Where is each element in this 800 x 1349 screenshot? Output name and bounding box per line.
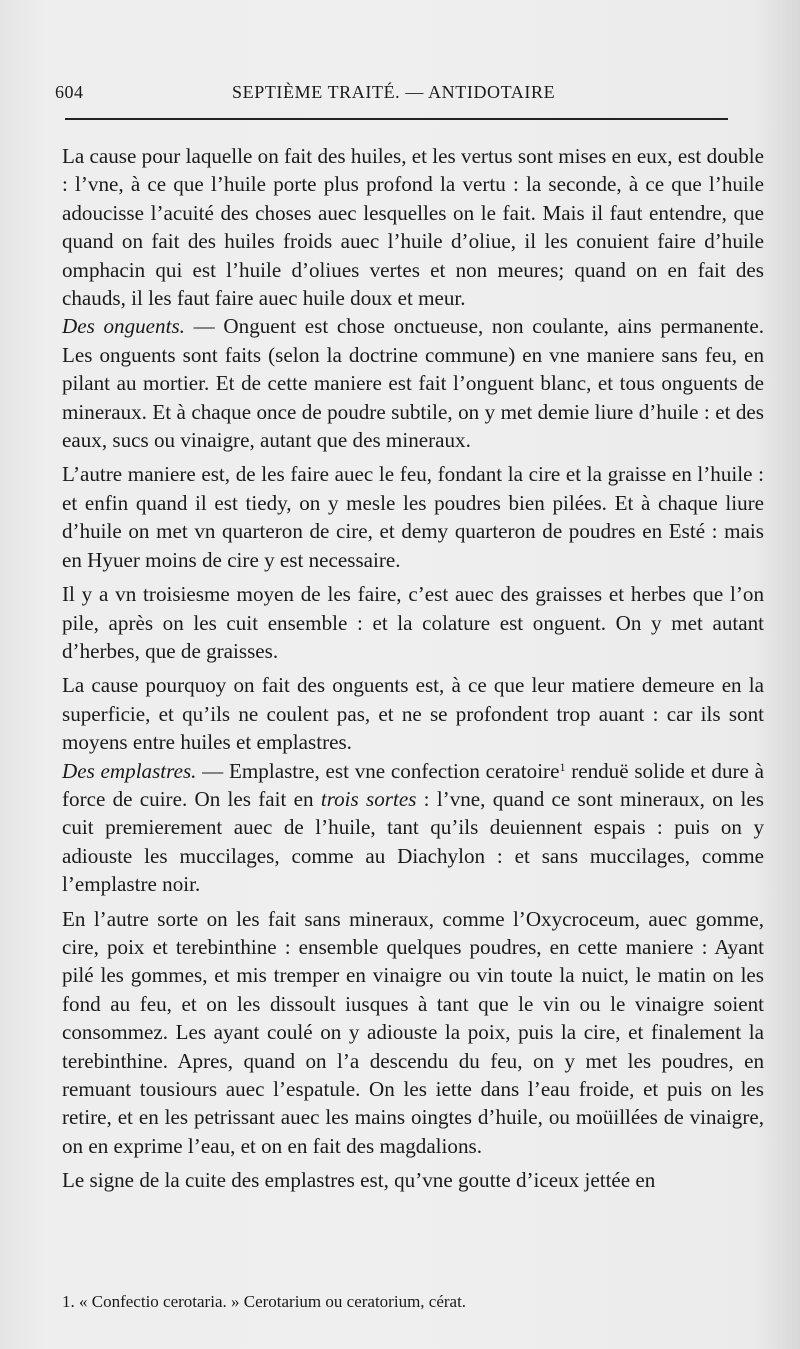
paragraph-text: La cause pourquoy on fait des onguents est, à ce que leur matiere demeure en la superficie, et qu’ils ne coulent pas, et ne se profondent trop auant : car ils sont moyens entre huiles et emplastres. [62, 673, 764, 755]
paragraph-text: Le signe de la cuite des emplastres est, qu’vne goutte d’iceux jettée en [62, 1168, 656, 1193]
paragraph-6 [62, 757, 764, 899]
paragraph-2 [62, 312, 764, 454]
running-head: SEPTIÈME TRAITÉ. — ANTIDOTAIRE [232, 82, 556, 102]
paragraph-text: Il y a vn troisiesme moyen de les faire, c’est auec des graisses et herbes que l’on pile, après on les cuit ensemble : et la colature est onguent. On y met autant d’herbes, que de graisses. [62, 582, 764, 663]
paragraph-3 [62, 460, 764, 574]
paragraph-text: — Onguent est chose onctueuse, non coulante, ains permanente. Les onguents sont faits (selon la doctrine commune) en vne maniere sans feu, en pilant au mortier. Et de cette maniere est fait l’onguent blanc, et tous onguents de mineraux. Et à chaque once de poudre subtile, on y met demie liure d’huile : et des eaux, sucs ou vinaigre, autant que des mineraux. [62, 314, 764, 453]
paragraph-7 [62, 905, 764, 1161]
main-text [62, 142, 764, 1195]
paragraph-text: En l’autre sorte on les fait sans mineraux, comme l’Oxycroceum, auec gomme, cire, poix et terebinthine : ensemble quelques poudres, en cette maniere : Ayant pilé les gommes, et mis tremper en vinaigre ou vin toute la nuict, le matin on les fond au feu, et on les dissoult iusques à tant que le vin ou le vinaigre soient consommez. Les ayant coulé on y adiouste la poix, puis la cire, et finalement la terebinthine. Apres, quand on l’a descendu du feu, on y met les poudres, en remuant tousiours auec l’espatule. On les iette dans l’eau froide, et puis on les retire, et en les petrissant auec les mains oingtes d’huile, ou moüillées de vinaigre, on en exprime l’eau, et on en fait des magdalions. [62, 906, 764, 1158]
footnote-reference[interactable]: 1 [559, 759, 566, 774]
section-title-emplastres: Des emplastres. [62, 758, 197, 783]
paragraph-4 [62, 580, 764, 665]
footnote-text: « Confectio cerotaria. » Cerotarium ou ceratorium, cérat. [79, 1292, 467, 1311]
section-title-onguents: Des onguents. [62, 314, 185, 339]
paragraph-text: — Emplastre, est vne confection ceratoire [196, 758, 560, 783]
page-header [55, 82, 738, 112]
italic-phrase: trois sortes [320, 786, 417, 811]
paragraph-5 [62, 671, 764, 756]
header-rule [65, 118, 728, 120]
paragraph-text: : l’vne, quand ce sont mineraux, on les cuit premierement auec de l’huile, tant qu’ils deuiennent espais : puis on y adiouste les muccilages, comme au Diachylon : et sans muccilages, comme l’emplastre noir. [62, 786, 764, 897]
paragraph-1 [62, 142, 764, 312]
paragraph-text: renduë solide et dure à force de cuire. On les fait en [62, 758, 764, 811]
paragraph-text: L’autre maniere est, de les faire auec le feu, fondant la cire et la graisse en l’huile : et enfin quand il est tiedy, on y mesle les poudres bien pilées. Et à chaque liure d’huile on met vn quarteron de cire, et demy quarteron de poudres en Esté : mais en Hyuer moins de cire y est necessaire. [62, 462, 764, 572]
footnote [62, 1291, 764, 1313]
paragraph-text: La cause pour laquelle on fait des huiles, et les vertus sont mises en eux, est double : l’vne, à ce que l’huile porte plus profond la vertu : la seconde, à ce que l’huile adoucisse l’acuité des choses auec lesquelles on le fait. Mais il faut entendre, que quand on fait des huiles froids auec l’huile d’oliue, il les conuient faire d’huile omphacin qui est l’huile d’oliues vertes et non meures; quand on en fait des chauds, il les faut faire auec huile doux et meur. [62, 144, 764, 311]
footnote-number: 1. [62, 1292, 75, 1311]
page-number: 604 [55, 82, 84, 102]
paragraph-8 [62, 1166, 764, 1194]
